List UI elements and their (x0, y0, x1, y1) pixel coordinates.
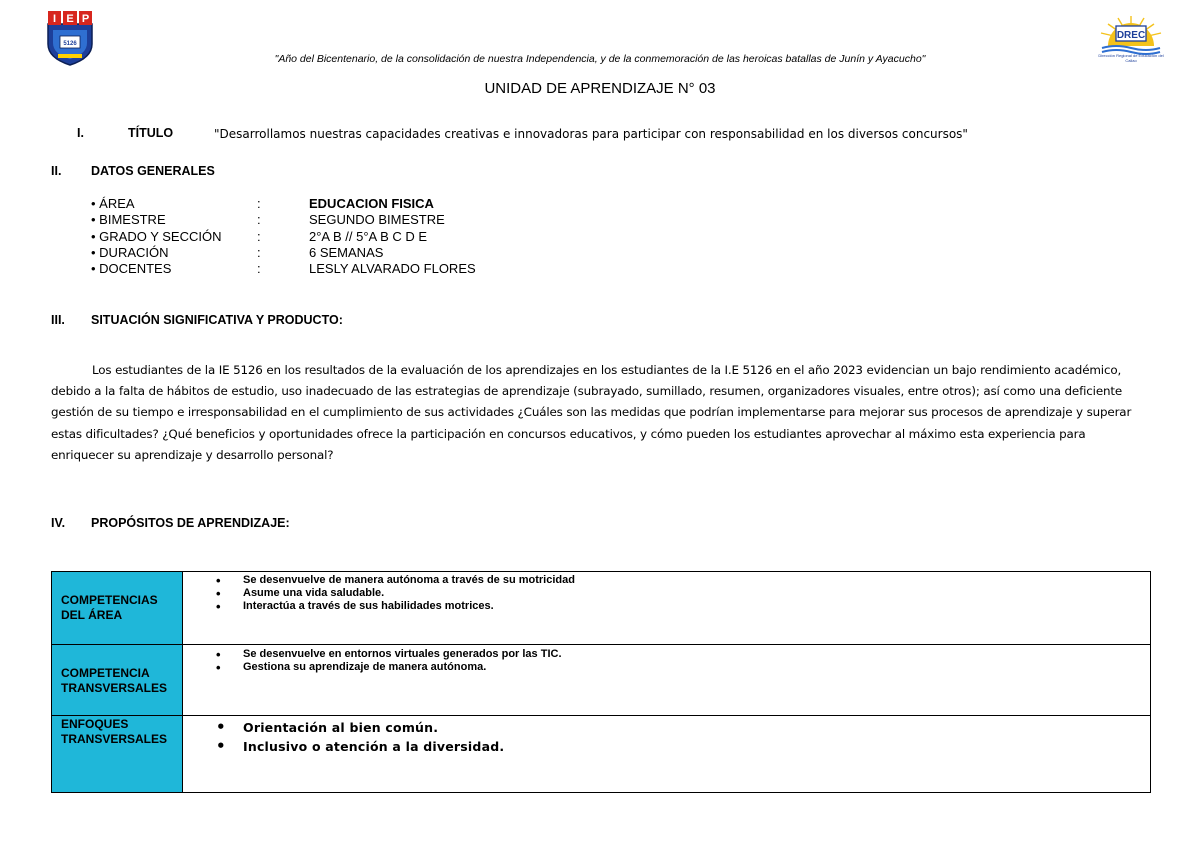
general-data-value: LESLY ALVARADO FLORES (309, 261, 476, 277)
school-logo-letter: P (81, 13, 90, 25)
general-data-row (91, 229, 591, 245)
general-data-list (91, 196, 591, 277)
unit-title: UNIDAD DE APRENDIZAJE N° 03 (484, 80, 716, 97)
purposes-table (51, 571, 1151, 793)
section-situacion-heading: SITUACIÓN SIGNIFICATIVA Y PRODUCTO: (91, 313, 343, 327)
section-title-number: I. (77, 126, 84, 140)
general-data-value: EDUCACION FISICA (309, 196, 434, 211)
table-label-cell (52, 572, 183, 645)
table-label-line: COMPETENCIAS (61, 593, 158, 607)
general-data-colon: : (257, 228, 261, 244)
school-logo-letter: E (66, 13, 74, 25)
general-data-colon: : (257, 244, 261, 260)
table-content-cell (183, 716, 1151, 793)
general-data-label: • GRADO Y SECCIÓN (91, 228, 222, 244)
table-row (52, 572, 1151, 645)
section-propositos-heading: PROPÓSITOS DE APRENDIZAJE: (91, 516, 290, 530)
section-datos-number: II. (51, 164, 62, 178)
table-content-cell (183, 645, 1151, 716)
list-item: • Se desenvuelve en entornos virtuales generados por las TIC. (183, 648, 1150, 661)
list-item: • Inclusivo o atención a la diversidad. (183, 737, 1150, 756)
drec-logo-caption: Dirección Regional de Educación del Callao (1098, 54, 1164, 63)
table-label-line: COMPETENCIA (61, 666, 150, 680)
drec-logo-text: DREC (1116, 30, 1146, 41)
general-data-row (91, 261, 591, 277)
list-item: • Orientación al bien común. (183, 718, 1150, 737)
general-data-row (91, 245, 591, 261)
general-data-row (91, 212, 591, 228)
table-content-cell (183, 572, 1151, 645)
general-data-label: • BIMESTRE (91, 212, 166, 228)
general-data-value: 2°A B // 5°A B C D E (309, 228, 428, 244)
section-title-heading: TÍTULO (128, 126, 174, 140)
table-row (52, 645, 1151, 716)
school-logo-number: 5126 (63, 41, 77, 47)
table-label-line: TRANSVERSALES (61, 731, 168, 746)
section-situacion-number: III. (51, 313, 65, 327)
list-item: • Gestiona su aprendizaje de manera autónoma. (183, 661, 1150, 674)
year-motto: "Año del Bicentenario, de la consolidación de nuestra Independencia, y de la conmemoración de las heroicas batallas de Junín y Ayacucho" (274, 53, 926, 65)
general-data-colon: : (257, 212, 261, 228)
general-data-colon: : (257, 261, 261, 277)
general-data-label: • DOCENTES (91, 261, 172, 277)
general-data-label: • ÁREA (91, 196, 135, 211)
table-label-cell (52, 645, 183, 716)
general-data-colon: : (257, 196, 261, 211)
general-data-value: SEGUNDO BIMESTRE (309, 212, 445, 228)
general-data-label: • DURACIÓN (91, 244, 169, 260)
table-label-cell (52, 716, 183, 793)
school-logo-letter: I (52, 13, 57, 25)
table-label-line: DEL ÁREA (61, 607, 123, 622)
list-item: • Asume una vida saludable. (183, 587, 1150, 600)
table-row (52, 716, 1151, 793)
table-label-line: ENFOQUES (61, 717, 129, 731)
list-item: • Interactúa a través de sus habilidades motrices. (183, 600, 1150, 613)
section-propositos-number: IV. (51, 516, 66, 530)
general-data-row (91, 196, 591, 212)
section-datos-heading: DATOS GENERALES (91, 164, 215, 178)
list-item: • Se desenvuelve de manera autónoma a través de su motricidad (183, 574, 1150, 587)
situation-paragraph: Los estudiantes de la IE 5126 en los resultados de la evaluación de los aprendizajes en los estudiantes de la I.E 5126 en el año 2023 evidencian un bajo rendimiento académico, debido a la falta de hábitos de estudio, uso inadecuado de las estrategias de aprendizaje (subrayado, sumillado, resumen, organizadores visuales, entre otros); así como una deficiente gestión de su tiempo e irresponsabilidad en el cumplimiento de sus actividades ¿Cuáles son las medidas que podrían implementarse para mejorar sus procesos de aprendizaje y superar estas dificultades? ¿Qué beneficios y oportunidades ofrece la participación en concursos educativos, y cómo pueden los estudiantes aprovechar al máximo esta experiencia para enriquecer su aprendizaje y desarrollo personal? (51, 363, 1132, 462)
unit-title-text: "Desarrollamos nuestras capacidades creativas e innovadoras para participar con responsabilidad en los diversos concursos" (214, 127, 968, 141)
table-label-line: TRANSVERSALES (61, 680, 168, 695)
general-data-value: 6 SEMANAS (309, 244, 384, 260)
